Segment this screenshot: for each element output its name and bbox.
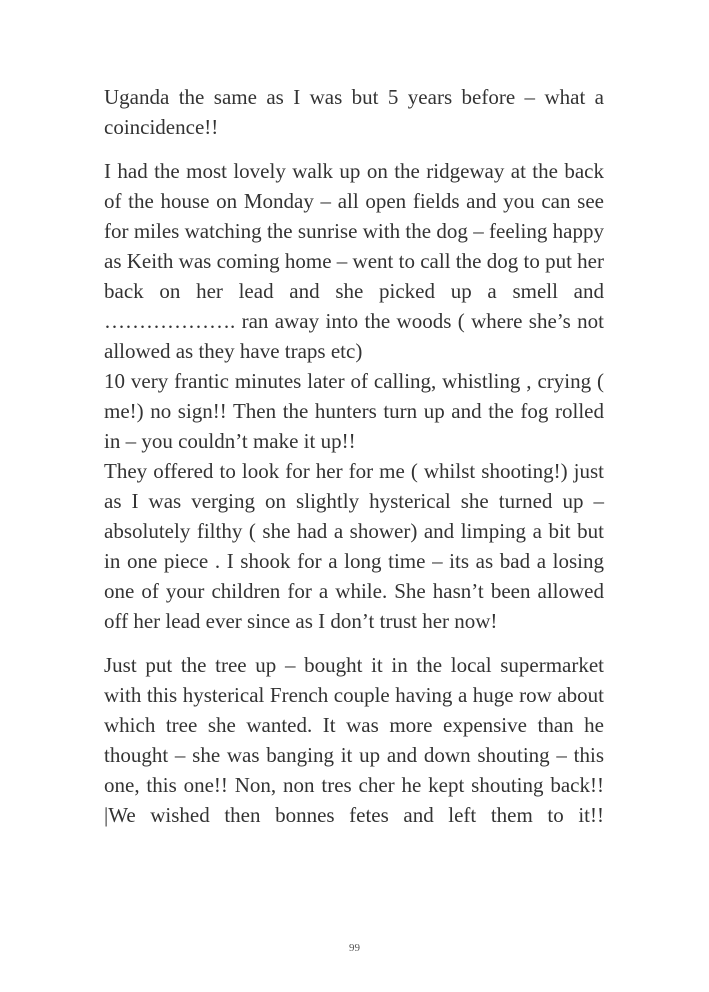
paragraph-uganda: Uganda the same as I was but 5 years before – what a coincidence!! <box>104 85 604 139</box>
paragraph-hunters-offer: They offered to look for her for me ( whilst shooting!) just as I was verging on slightly hysterical she turned up – absolutely filthy ( she had a shower) and limping a bit but in one piece . I shook for a long time – its as bad a losing one of your children for a while. She hasn’t been allowed off her lead ever since as I don’t trust her now! <box>104 459 604 633</box>
paragraph-frantic-minutes: 10 very frantic minutes later of calling, whistling , crying ( me!) no sign!! Then the hunters turn up and the fog rolled in – you couldn’t make it up!! <box>104 369 604 453</box>
body-text <box>104 82 604 830</box>
page-number: 99 <box>349 942 360 954</box>
paragraph-christmas-tree: Just put the tree up – bought it in the local supermarket with this hysterical French couple having a huge row about which tree she wanted. It was more expensive than he thought – she was banging it up and down shouting – this one, this one!! Non, non tres cher he kept shouting back!! |We wished then bonnes fetes and left them to it!! <box>104 653 604 827</box>
paragraph-ridgeway-walk: I had the most lovely walk up on the ridgeway at the back of the house on Monday – all open fields and you can see for miles watching the sunrise with the dog – feeling happy as Keith was coming home – went to call the dog to put her back on her lead and she picked up a smell and ………………. ran away into the woods ( where she’s not allowed as they have traps etc) <box>104 159 604 363</box>
